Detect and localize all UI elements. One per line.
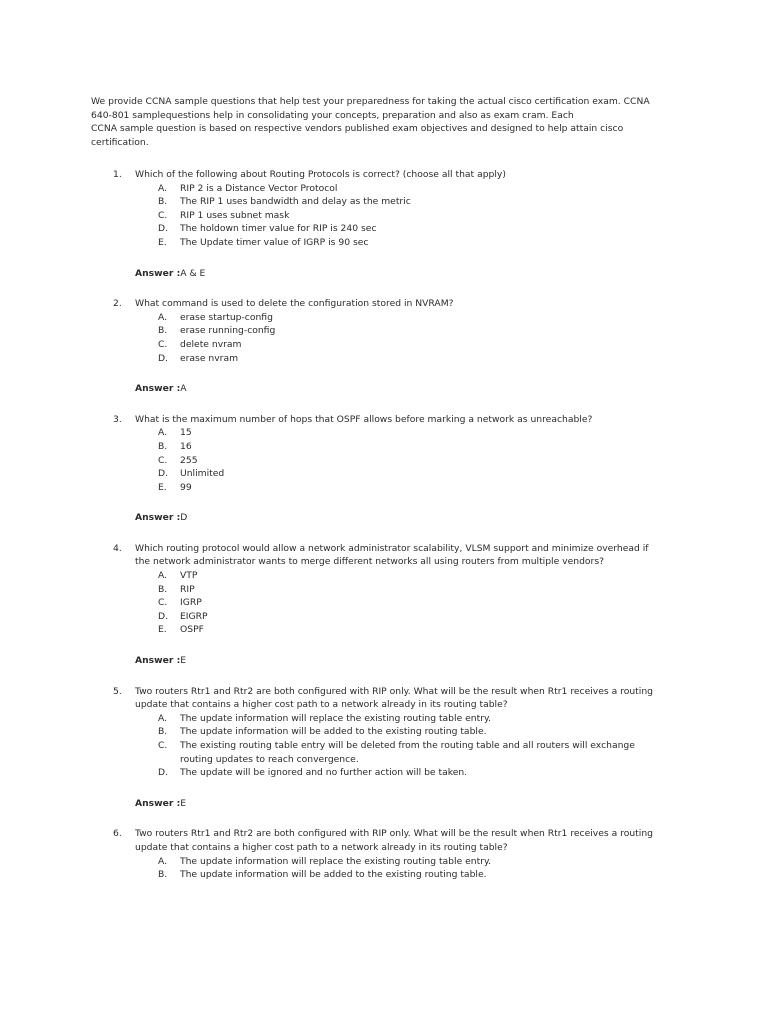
option-e	[0, 623, 768, 637]
option-text-line: The holdown timer value for RIP is 240 sec	[180, 223, 377, 235]
question-text-line: What is the maximum number of hops that OSPF allows before marking a network as unreachable?	[135, 413, 593, 425]
option-a	[0, 182, 768, 196]
intro-paragraph	[91, 95, 691, 149]
answer-line	[0, 797, 768, 811]
option-text	[180, 352, 768, 366]
option-text-line: The RIP 1 uses bandwidth and delay as the metric	[180, 196, 411, 208]
option-text-line: The update information will be added to the existing routing table.	[180, 869, 487, 881]
option-text-line: IGRP	[180, 597, 202, 609]
question-row	[0, 413, 768, 427]
option-text	[180, 583, 768, 597]
option-c	[0, 338, 768, 352]
option-letter: B.	[158, 196, 168, 208]
option-c	[0, 596, 768, 610]
option-text-line: delete nvram	[180, 338, 242, 350]
option-text-line: The update will be ignored and no further action will be taken.	[180, 767, 468, 779]
option-letter: A.	[158, 182, 168, 194]
option-text	[180, 222, 768, 236]
option-text-line: The existing routing table entry will be deleted from the routing table and all routers will exchange	[180, 740, 635, 751]
option-text-line: 16	[180, 440, 192, 452]
answer-line	[0, 267, 768, 281]
answer-value: E	[180, 797, 187, 809]
option-e	[0, 236, 768, 250]
question-text-line: What command is used to delete the configuration stored in NVRAM?	[135, 298, 454, 310]
option-text-line: Unlimited	[180, 468, 225, 480]
option-a	[0, 311, 768, 325]
question-row	[0, 685, 768, 712]
question-text	[135, 168, 768, 182]
question-number: 6.	[113, 828, 122, 840]
question-number: 5.	[113, 685, 122, 697]
option-text-line: routing updates to reach convergence.	[180, 753, 359, 765]
question-number: 1.	[113, 169, 122, 180]
option-b	[0, 324, 768, 338]
option-text-line: 255	[180, 454, 198, 466]
option-a	[0, 855, 768, 869]
question-text	[135, 685, 768, 712]
answer-options	[0, 569, 768, 637]
option-b	[0, 583, 768, 597]
question-4	[0, 542, 768, 668]
option-letter: A.	[158, 855, 168, 867]
option-d	[0, 222, 768, 236]
option-d	[0, 610, 768, 624]
option-d	[0, 352, 768, 366]
option-text-line: VTP	[180, 570, 198, 582]
answer-value: E	[180, 655, 187, 667]
option-text	[180, 324, 768, 338]
question-text-line: the network administrator wants to merge different networks all using routers from multiple vendors?	[135, 556, 604, 568]
question-number: 2.	[113, 298, 122, 310]
option-text	[180, 725, 768, 739]
option-text-line: The update information will be added to the existing routing table.	[180, 726, 487, 738]
option-text	[180, 868, 768, 882]
answer-options	[0, 426, 768, 494]
answer-value: A & E	[180, 267, 206, 279]
option-text	[180, 766, 768, 780]
question-text-line: update that contains a higher cost path to a network already in its routing table?	[135, 841, 508, 853]
option-b	[0, 195, 768, 209]
question-list	[0, 168, 768, 882]
option-text-line: OSPF	[180, 624, 204, 636]
option-b	[0, 440, 768, 454]
option-letter: B.	[158, 583, 168, 595]
option-text-line: 15	[180, 427, 192, 439]
answer-options	[0, 311, 768, 365]
option-e	[0, 481, 768, 495]
answer-line	[0, 654, 768, 668]
intro-line: We provide CCNA sample questions that help test your preparedness for taking the actual cisco certification exam. CCNA	[91, 96, 650, 107]
option-text	[180, 569, 768, 583]
question-row	[0, 542, 768, 569]
option-text	[180, 338, 768, 352]
answer-line	[0, 511, 768, 525]
answer-line	[0, 382, 768, 396]
option-letter: E.	[158, 481, 167, 493]
question-number: 3.	[113, 413, 122, 425]
answer-label: Answer :	[135, 267, 181, 279]
question-text-line: update that contains a higher cost path to a network already in its routing table?	[135, 699, 508, 711]
option-letter: D.	[158, 352, 168, 364]
option-text	[180, 426, 768, 440]
option-text-line: EIGRP	[180, 610, 208, 622]
answer-label: Answer :	[135, 655, 181, 667]
answer-label: Answer :	[135, 512, 181, 524]
option-text-line: erase nvram	[180, 352, 239, 364]
answer-value: D	[180, 512, 188, 524]
option-letter: C.	[158, 338, 168, 350]
answer-options	[0, 855, 768, 882]
option-text	[180, 712, 768, 726]
answer-options	[0, 712, 768, 780]
option-text	[180, 311, 768, 325]
question-text	[135, 827, 768, 854]
option-letter: E.	[158, 624, 167, 636]
option-letter: C.	[158, 740, 168, 751]
question-3	[0, 413, 768, 525]
option-letter: D.	[158, 767, 168, 779]
answer-value: A	[180, 383, 187, 395]
option-text	[180, 454, 768, 468]
option-text	[180, 855, 768, 869]
option-c	[0, 209, 768, 223]
option-text-line: 99	[180, 481, 192, 493]
intro-line: 640-801 samplequestions help in consolidating your concepts, preparation and also as exam cram. Each	[91, 109, 574, 121]
option-text-line: RIP	[180, 583, 195, 595]
option-letter: B.	[158, 440, 168, 452]
option-letter: A.	[158, 311, 168, 323]
option-letter: D.	[158, 610, 168, 622]
option-letter: A.	[158, 570, 168, 582]
option-d	[0, 467, 768, 481]
question-row	[0, 827, 768, 854]
option-text	[180, 596, 768, 610]
option-letter: B.	[158, 325, 168, 337]
question-text	[135, 413, 768, 427]
option-letter: A.	[158, 427, 168, 439]
intro-line: CCNA sample question is based on respective vendors published exam objectives and designed to help attain cisco	[91, 123, 624, 135]
option-text-line: erase startup-config	[180, 311, 273, 323]
answer-label: Answer :	[135, 797, 181, 809]
question-5	[0, 685, 768, 811]
option-letter: B.	[158, 869, 168, 881]
question-number: 4.	[113, 542, 122, 554]
option-a	[0, 712, 768, 726]
option-a	[0, 569, 768, 583]
option-text	[180, 209, 768, 223]
option-text-line: The update information will replace the existing routing table entry.	[180, 855, 492, 867]
option-text-line: The update information will replace the existing routing table entry.	[180, 712, 492, 724]
option-d	[0, 766, 768, 780]
question-row	[0, 168, 768, 182]
answer-options	[0, 182, 768, 250]
option-text	[180, 195, 768, 209]
question-2	[0, 297, 768, 396]
option-text-line: erase running-config	[180, 325, 276, 337]
option-text	[180, 182, 768, 196]
question-1	[0, 168, 768, 280]
question-text-line: Which routing protocol would allow a network administrator scalability, VLSM support and minimize overhead if	[135, 542, 649, 554]
option-letter: A.	[158, 712, 168, 724]
option-text	[180, 440, 768, 454]
question-text	[135, 542, 768, 569]
option-letter: E.	[158, 236, 167, 248]
question-text	[135, 297, 768, 311]
option-c	[0, 739, 768, 766]
option-a	[0, 426, 768, 440]
answer-label: Answer :	[135, 383, 181, 395]
option-text-line: RIP 1 uses subnet mask	[180, 209, 290, 221]
option-letter: C.	[158, 597, 168, 609]
question-text-line: Two routers Rtr1 and Rtr2 are both configured with RIP only. What will be the result when Rtr1 receives a routing	[135, 828, 653, 840]
option-letter: D.	[158, 223, 168, 235]
option-c	[0, 454, 768, 468]
question-row	[0, 297, 768, 311]
option-letter: C.	[158, 209, 168, 221]
option-letter: C.	[158, 454, 168, 466]
option-text	[180, 236, 768, 250]
option-b	[0, 868, 768, 882]
option-letter: B.	[158, 726, 168, 738]
question-text-line: Which of the following about Routing Protocols is correct? (choose all that apply)	[135, 169, 506, 180]
option-text	[180, 467, 768, 481]
option-text-line: The Update timer value of IGRP is 90 sec	[180, 236, 369, 248]
option-b	[0, 725, 768, 739]
option-text-line: RIP 2 is a Distance Vector Protocol	[180, 182, 338, 194]
intro-line: certification.	[91, 136, 149, 148]
question-6	[0, 827, 768, 881]
option-text	[180, 623, 768, 637]
option-letter: D.	[158, 468, 168, 480]
option-text	[180, 481, 768, 495]
question-text-line: Two routers Rtr1 and Rtr2 are both configured with RIP only. What will be the result when Rtr1 receives a routing	[135, 685, 653, 697]
option-text	[180, 610, 768, 624]
option-text	[180, 739, 768, 766]
